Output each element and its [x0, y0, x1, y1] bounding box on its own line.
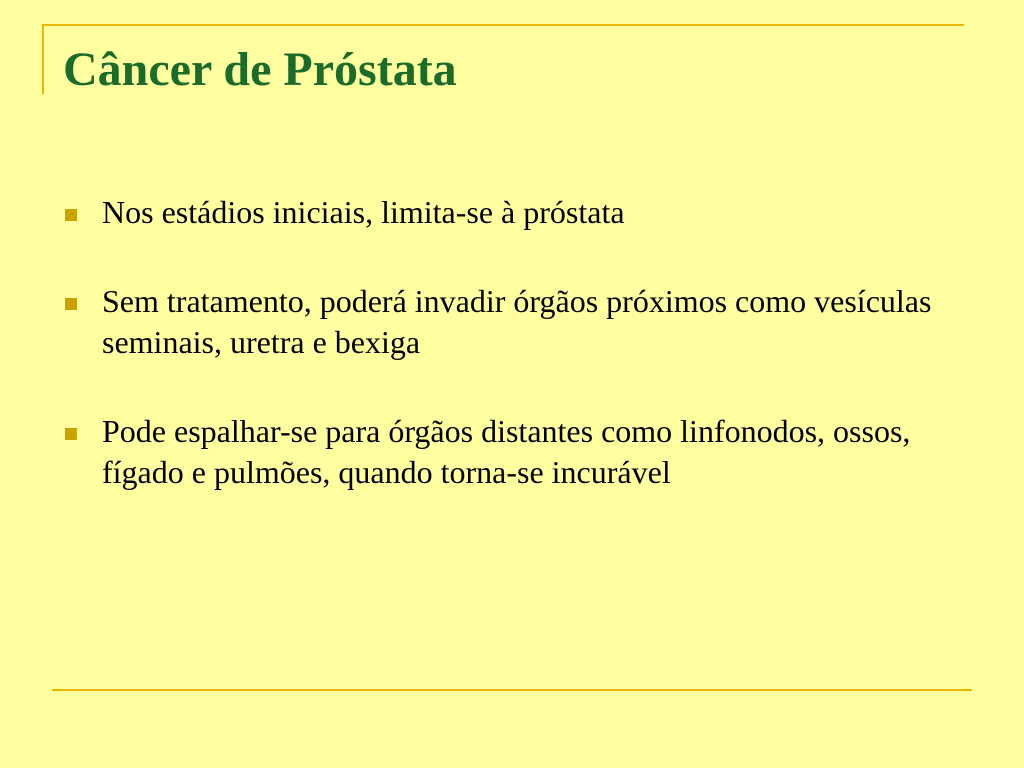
bullet-text: Sem tratamento, poderá invadir órgãos próximos como vesículas seminais, uretra e bexiga — [102, 283, 932, 360]
bullet-text: Pode espalhar-se para órgãos distantes como linfonodos, ossos, fígado e pulmões, quando torna-se incurável — [102, 413, 911, 490]
bullet-list — [64, 192, 964, 541]
bullet-item-without-treatment — [64, 281, 964, 363]
square-bullet-icon — [65, 428, 77, 440]
bullet-text: Nos estádios iniciais, limita-se à próstata — [102, 194, 625, 230]
bullet-item-early-stage — [64, 192, 964, 233]
slide-title: Câncer de Próstata — [63, 43, 457, 96]
square-bullet-icon — [65, 298, 77, 310]
bottom-border-line — [52, 689, 972, 691]
bullet-item-spread — [64, 411, 964, 493]
top-border-line — [42, 24, 964, 26]
left-border-line — [42, 24, 44, 94]
square-bullet-icon — [65, 209, 77, 221]
